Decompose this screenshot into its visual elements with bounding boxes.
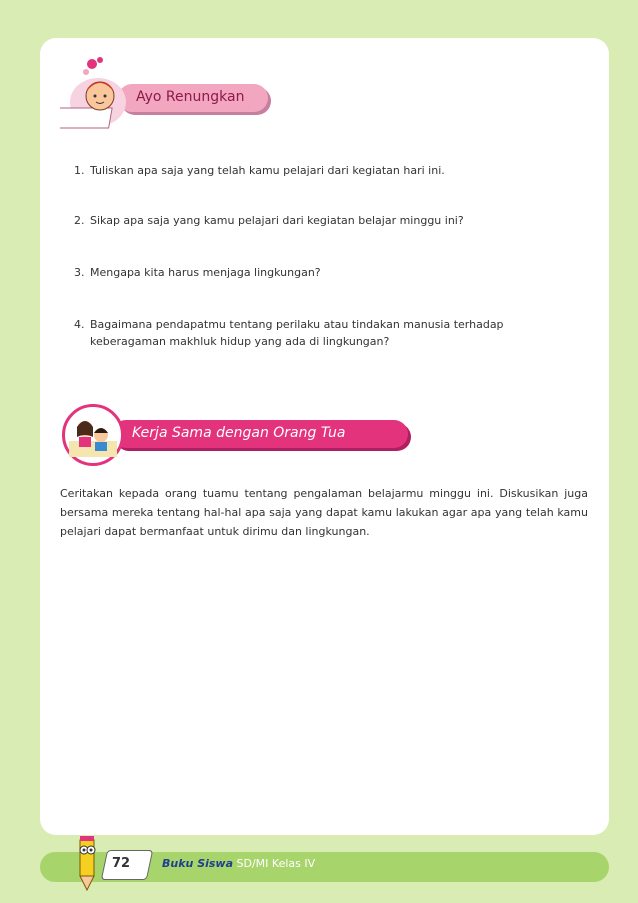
parent-child-icon [65,407,121,463]
question-text: Bagaimana pendapatmu tentang perilaku atau tindakan manusia terhadap [90,318,504,331]
question-text: Sikap apa saja yang kamu pelajari dari kegiatan belajar minggu ini? [90,214,464,227]
list-item [74,316,574,350]
footer-class-label: SD/MI Kelas IV [233,857,316,870]
section-title: Kerja Sama dengan Orang Tua [132,425,346,441]
question-number: 4. [74,318,85,331]
instruction-paragraph: Ceritakan kepada orang tuamu tentang pengalaman belajarmu minggu ini. Diskusikan juga bersama mereka tentang hal-hal apa saja yang dapat kamu lakukan agar apa yang telah kamu pelajari dapat bermanfaat untuk dirimu dan lingkungan. [60,487,588,538]
list-item [74,264,574,281]
section-title: Ayo Renungkan [136,89,245,105]
question-number: 3. [74,266,85,279]
footer-text [162,857,315,870]
question-text: Mengapa kita harus menjaga lingkungan? [90,266,321,279]
list-item [74,162,574,179]
question-text: Tuliskan apa saja yang telah kamu pelajari dari kegiatan hari ini. [90,164,445,177]
list-item [74,212,574,229]
pencil-mascot-icon [66,832,106,892]
section-title-pill [118,84,268,112]
footer-book-title: Buku Siswa [162,857,234,870]
question-number: 2. [74,214,85,227]
page-number: 72 [112,856,131,871]
thinking-girl-icon [60,52,140,132]
question-number: 1. [74,164,85,177]
question-text-continued: keberagaman makhluk hidup yang ada di lingkungan? [90,335,390,348]
section-title-pill [112,420,408,448]
parent-child-badge [62,404,124,466]
